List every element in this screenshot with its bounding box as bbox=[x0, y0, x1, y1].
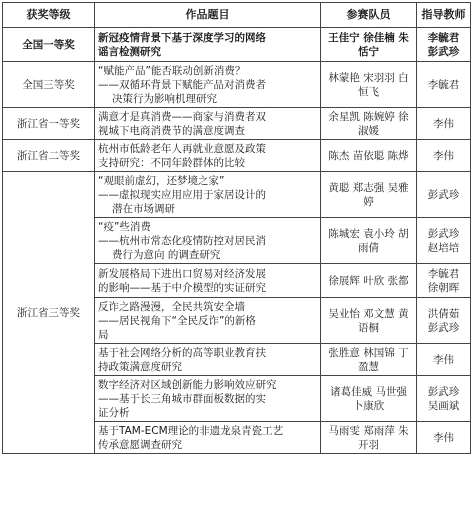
header-mentor: 指导教师 bbox=[417, 3, 471, 28]
mentor-name: 彭武珍 bbox=[427, 385, 460, 398]
team-members-cell: 张胜意 林国锦 丁盈慧 bbox=[321, 344, 417, 376]
team-members-cell: 徐展辉 叶欣 张都 bbox=[321, 264, 417, 298]
mentor-name: 李毓君 bbox=[427, 31, 460, 44]
mentor-name: 李伟 bbox=[433, 431, 454, 444]
team-members-cell: 林蒙艳 宋羽羽 白恒飞 bbox=[321, 62, 417, 108]
header-award: 获奖等级 bbox=[3, 3, 95, 28]
project-title-cell bbox=[95, 344, 321, 376]
title-line: 支持研究：不同年龄群体的比较 bbox=[98, 156, 245, 169]
mentor-name: 李毓君 bbox=[427, 78, 460, 91]
award-results-table bbox=[2, 2, 471, 454]
title-line: 新发展格局下进出口贸易对经济发展 bbox=[98, 267, 266, 280]
mentor-name: 赵培培 bbox=[427, 241, 460, 254]
mentor-name: 彭武珍 bbox=[427, 321, 460, 334]
table-row bbox=[3, 62, 471, 108]
table-row bbox=[3, 108, 471, 140]
team-members-cell: 诸葛佳威 马世强 卜康欣 bbox=[321, 376, 417, 422]
title-line: 杭州市低龄老年人再就业意愿及政策 bbox=[98, 142, 266, 155]
team-members-cell: 陈杰 苗依聪 陈烨 bbox=[321, 140, 417, 172]
award-level-cell: 全国一等奖 bbox=[3, 28, 95, 62]
table-header-row bbox=[3, 3, 471, 28]
award-level-cell: 全国三等奖 bbox=[3, 62, 95, 108]
title-line: ——杭州市常态化疫情防控对居民消 bbox=[98, 234, 266, 247]
title-line: 持政策满意度研究 bbox=[98, 360, 182, 373]
project-title-cell bbox=[95, 62, 321, 108]
title-line: 费行为意向 的调查研究 bbox=[112, 248, 221, 261]
mentor-cell bbox=[417, 62, 471, 108]
mentor-cell bbox=[417, 298, 471, 344]
header-title: 作品题目 bbox=[95, 3, 321, 28]
project-title-cell bbox=[95, 140, 321, 172]
mentor-name: 李伟 bbox=[433, 353, 454, 366]
team-members-cell: 余星凯 陈婉婷 徐淑媛 bbox=[321, 108, 417, 140]
team-members-cell: 黄聪 郑志强 吴雅婷 bbox=[321, 172, 417, 218]
table-row bbox=[3, 140, 471, 172]
title-line: 基于社会网络分析的高等职业教育扶 bbox=[98, 346, 266, 359]
title-line: “观眼前虚幻，还梦境之家” bbox=[98, 174, 225, 187]
project-title-cell bbox=[95, 108, 321, 140]
award-level-cell: 浙江省二等奖 bbox=[3, 140, 95, 172]
mentor-cell bbox=[417, 172, 471, 218]
mentor-cell bbox=[417, 218, 471, 264]
mentor-name: 李毓君 bbox=[427, 267, 460, 280]
title-line: 决策行为影响机理研究 bbox=[112, 92, 217, 105]
mentor-name: 李伟 bbox=[433, 117, 454, 130]
project-title-cell bbox=[95, 172, 321, 218]
project-title-cell bbox=[95, 376, 321, 422]
project-title-cell bbox=[95, 264, 321, 298]
mentor-name: 吴画斌 bbox=[427, 399, 460, 412]
mentor-cell bbox=[417, 264, 471, 298]
title-line: 视城下电商消费节的满意度调查 bbox=[98, 124, 245, 137]
title-line: 反诈之路漫漫，全民共筑安全墙 bbox=[98, 300, 245, 313]
award-level-cell: 浙江省三等奖 bbox=[3, 172, 95, 454]
title-line: ——虚拟现实应用应用于家居设计的 bbox=[98, 188, 266, 201]
table-body bbox=[3, 28, 471, 454]
project-title-cell bbox=[95, 218, 321, 264]
project-title-cell bbox=[95, 298, 321, 344]
award-level-cell: 浙江省一等奖 bbox=[3, 108, 95, 140]
title-line: 谣言检测研究 bbox=[98, 45, 161, 58]
table-row bbox=[3, 28, 471, 62]
mentor-cell bbox=[417, 28, 471, 62]
mentor-cell bbox=[417, 422, 471, 454]
mentor-cell bbox=[417, 108, 471, 140]
mentor-name: 彭武珍 bbox=[427, 188, 460, 201]
project-title-cell bbox=[95, 422, 321, 454]
title-line: 局 bbox=[98, 328, 109, 341]
title-line: 传承意愿调查研究 bbox=[98, 438, 182, 451]
table-row bbox=[3, 172, 471, 218]
mentor-name: 彭武珍 bbox=[427, 227, 460, 240]
team-members-cell: 吴业怡 邓文慧 黄语桐 bbox=[321, 298, 417, 344]
title-line: 新冠疫情背景下基于深度学习的网络 bbox=[98, 31, 266, 44]
title-line: ——双循环背景下赋能产品对消费者 bbox=[98, 78, 266, 91]
project-title-cell bbox=[95, 28, 321, 62]
title-line: ——基于长三角城市群面板数据的实 bbox=[98, 392, 266, 405]
title-line: 的影响——基于中介模型的实证研究 bbox=[98, 281, 266, 294]
team-members-cell: 马雨雯 郑雨萍 朱开羽 bbox=[321, 422, 417, 454]
title-line: “疫”些消费 bbox=[98, 220, 151, 233]
title-line: ——居民视角下“全民反诈”的新格 bbox=[98, 314, 256, 327]
header-team: 参赛队员 bbox=[321, 3, 417, 28]
mentor-name: 李伟 bbox=[433, 149, 454, 162]
team-members-cell: 陈城宏 袁小玲 胡雨倩 bbox=[321, 218, 417, 264]
title-line: 潜在市场调研 bbox=[112, 202, 175, 215]
team-members-cell: 王佳宁 徐佳楠 朱恬宁 bbox=[321, 28, 417, 62]
mentor-cell bbox=[417, 140, 471, 172]
title-line: “赋能产品”能否联动创新消费？ bbox=[98, 64, 246, 77]
title-line: 证分析 bbox=[98, 406, 130, 419]
title-line: 数字经济对区域创新能力影响效应研究 bbox=[98, 378, 277, 391]
mentor-cell bbox=[417, 344, 471, 376]
title-line: 满意才是真消费——商家与消费者双 bbox=[98, 110, 266, 123]
title-line: 基于TAM-ECM理论的非遗龙泉青瓷工艺 bbox=[98, 424, 284, 437]
mentor-name: 洪倩茹 bbox=[427, 307, 460, 320]
mentor-name: 徐朝晖 bbox=[427, 281, 460, 294]
mentor-cell bbox=[417, 376, 471, 422]
mentor-name: 彭武珍 bbox=[427, 45, 460, 58]
